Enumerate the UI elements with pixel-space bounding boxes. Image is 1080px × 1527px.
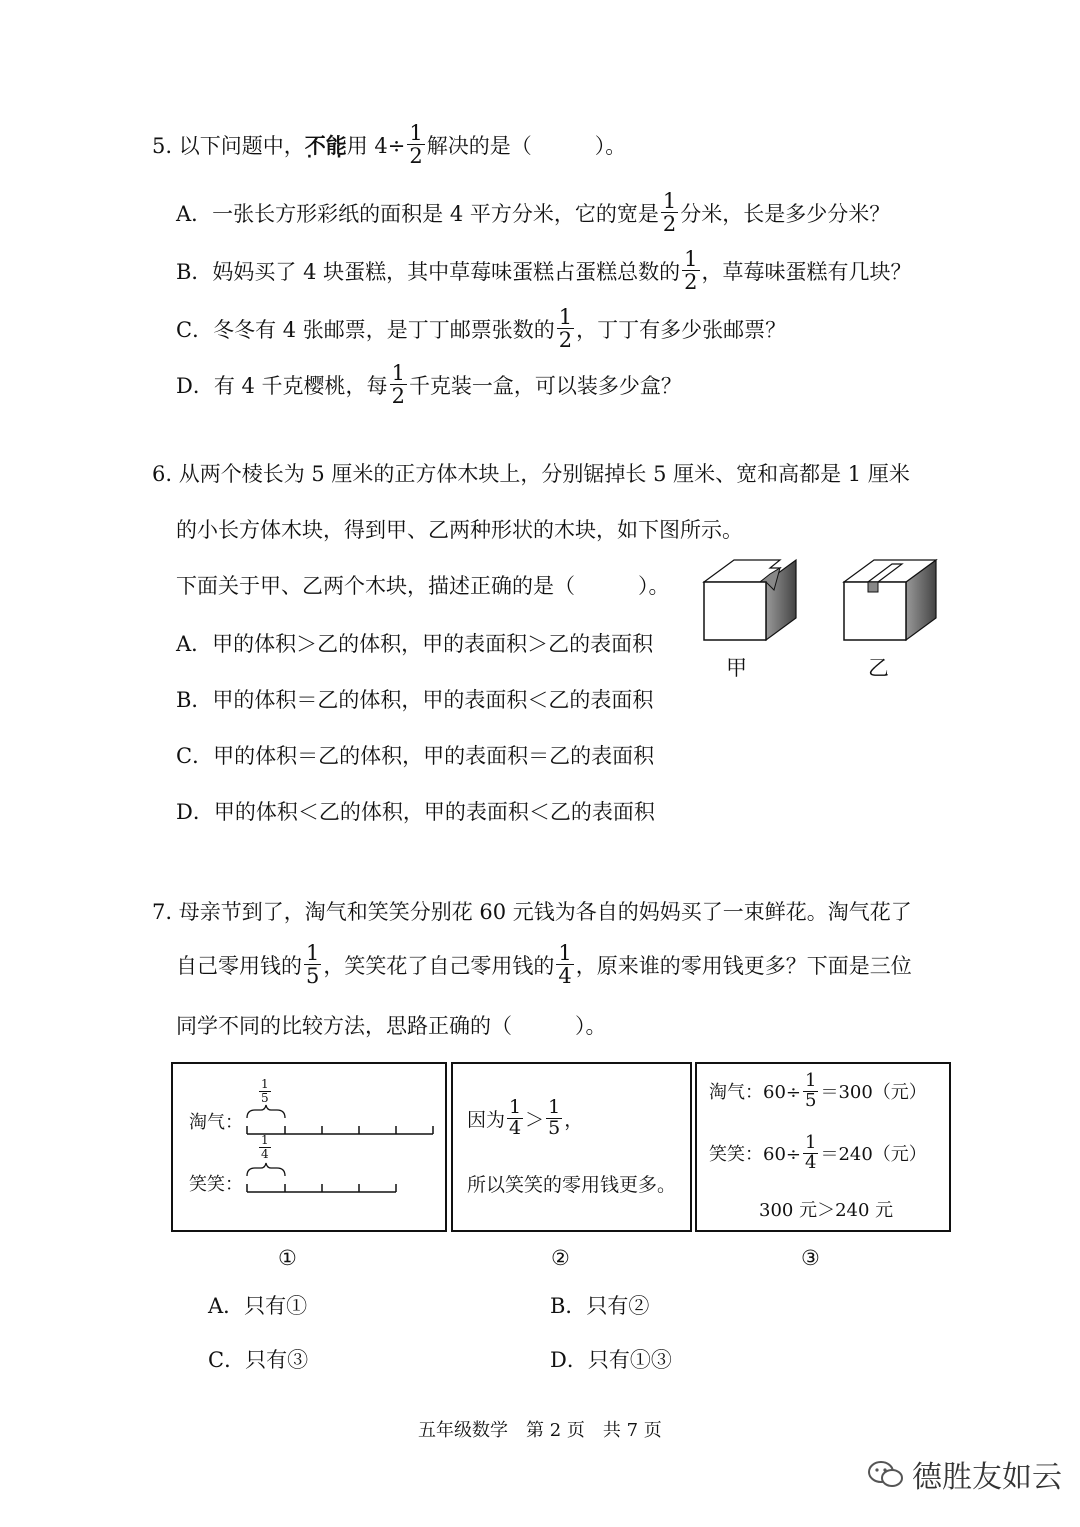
box2-conclusion: 所以笑笑的零用钱更多。 [467, 1174, 677, 1196]
q7-line2: 自己零用钱的 $\frac{1}{5}$ ，笑笑花了自己零用钱的 $\frac{1}{4}$ ，原来谁的零用钱更多？下面是三位 [176, 941, 912, 989]
q5-option-c: C．冬冬有 4 张邮票，是丁丁邮票张数的 $\frac{1}{2}$ ，丁丁有多少张邮票？ [176, 305, 787, 353]
q6-option-d: D．甲的体积＜乙的体积，甲的表面积＜乙的表面积 [176, 800, 655, 824]
block-jia-figure [700, 550, 805, 642]
fraction: $\frac{1}{5}$ [548, 1096, 561, 1139]
fraction: $\frac{1}{2}$ [558, 305, 573, 353]
label-2: ② [551, 1246, 570, 1270]
fraction: $\frac{1}{5}$ [805, 1070, 817, 1111]
q7-option-c: C．只有③ [208, 1348, 309, 1372]
q5-stem: 5. 以下问题中， 不能 · · 用 4÷ $\frac{1}{2}$ 解决的是（ ）。 [152, 122, 626, 167]
q7-line3: 同学不同的比较方法，思路正确的（ ）。 [176, 1014, 607, 1038]
q7-line1: 7. 母亲节到了，淘气和笑笑分别花 60 元钱为各自的妈妈买了一束鲜花。淘气花了 [152, 900, 912, 924]
block-yi-figure [840, 550, 945, 642]
xiaoxiao-label: 笑笑： [189, 1174, 243, 1195]
q6-option-a: A．甲的体积＞乙的体积，甲的表面积＞乙的表面积 [176, 632, 654, 656]
label-yi: 乙 [868, 656, 889, 680]
fraction: $\frac{1}{2}$ [409, 121, 423, 169]
q6-line3: 下面关于甲、乙两个木块，描述正确的是（ ）。 [176, 574, 670, 598]
fraction: $\frac{1}{2}$ [391, 361, 405, 409]
watermark: 德胜友如云 [866, 1452, 1062, 1496]
label-3: ③ [801, 1246, 820, 1270]
fraction: $\frac{1}{4}$ [261, 1133, 269, 1161]
q5-option-b: B．妈妈买了 4 块蛋糕，其中草莓味蛋糕占蛋糕总数的 $\frac{1}{2}$ ，草莓味蛋糕有几块？ [176, 247, 912, 295]
fraction: $\frac{1}{2}$ [684, 247, 698, 295]
q6-line1: 6. 从两个棱长为 5 厘米的正方体木块上，分别锯掉长 5 厘米、宽和高都是 1 厘米 [152, 462, 910, 486]
wechat-icon [866, 1458, 906, 1490]
fraction: $\frac{1}{4}$ [558, 941, 572, 989]
method-box-1 [171, 1062, 447, 1232]
fraction: $\frac{1}{4}$ [509, 1096, 522, 1139]
fraction: $\frac{1}{4}$ [805, 1132, 817, 1173]
q5-option-d: D．有 4 千克樱桃，每 $\frac{1}{2}$ 千克装一盒，可以装多少盒？ [176, 361, 682, 409]
q7-option-a: A．只有① [208, 1294, 308, 1318]
q6-option-b: B．甲的体积＝乙的体积，甲的表面积＜乙的表面积 [176, 688, 654, 712]
box3-compare: 300 元＞240 元 [759, 1200, 894, 1221]
q6-option-c: C．甲的体积＝乙的体积，甲的表面积＝乙的表面积 [176, 744, 655, 768]
taoqi-label: 淘气： [189, 1112, 243, 1133]
q7-option-d: D．只有①③ [550, 1348, 672, 1372]
q5-emphasis: 不能 · · [305, 130, 347, 160]
fraction: $\frac{1}{2}$ [662, 189, 677, 237]
label-jia: 甲 [726, 656, 747, 680]
q5-option-a: A．一张长方形彩纸的面积是 4 平方分米，它的宽是 $\frac{1}{2}$ 分米，长是多少分米？ [176, 189, 891, 237]
fraction: $\frac{1}{5}$ [261, 1077, 269, 1105]
label-1: ① [278, 1246, 297, 1270]
segment-diagram [243, 1104, 443, 1194]
fraction: $\frac{1}{5}$ [306, 941, 320, 989]
method-box-2: 因为 $\frac{1}{4}$ ＞ $\frac{1}{5}$ ， 所以笑笑的零用钱更多。 [451, 1062, 692, 1232]
q7-option-b: B．只有② [550, 1294, 650, 1318]
q6-line2: 的小长方体木块，得到甲、乙两种形状的木块，如下图所示。 [176, 518, 743, 542]
method-box-3: 淘气：60÷ $\frac{1}{5}$ ＝300（元） 笑笑：60÷ $\frac{1}{4}$ ＝240（元） 300 元＞240 元 [695, 1062, 951, 1232]
page-footer: 五年级数学 第 2 页 共 7 页 [418, 1420, 662, 1441]
